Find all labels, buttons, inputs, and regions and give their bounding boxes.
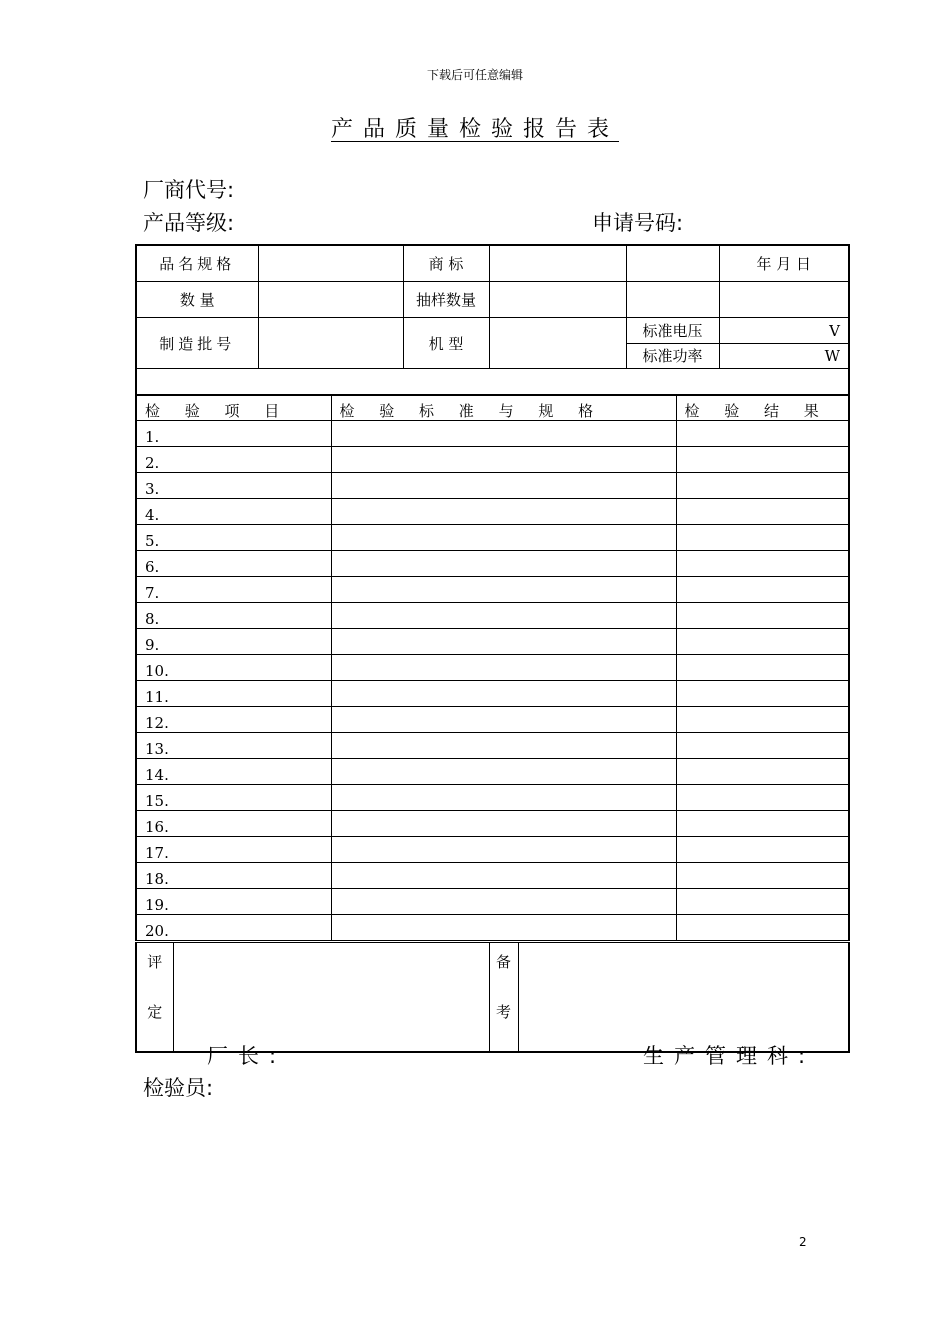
table-row [136, 603, 849, 629]
sample-quantity-label: 抽样数量 [403, 281, 489, 317]
result-cell[interactable] [676, 733, 849, 759]
row-number[interactable]: 14. [136, 759, 331, 785]
standard-cell[interactable] [331, 707, 676, 733]
factory-director-label: 厂长: [207, 1044, 287, 1068]
name-spec-label: 品名规格 [136, 245, 258, 281]
result-cell[interactable] [676, 447, 849, 473]
quantity-label: 数 量 [136, 281, 258, 317]
result-cell[interactable] [676, 681, 849, 707]
row-number[interactable]: 16. [136, 811, 331, 837]
standard-cell[interactable] [331, 811, 676, 837]
standard-cell[interactable] [331, 863, 676, 889]
standard-cell[interactable] [331, 889, 676, 915]
table-row [136, 525, 849, 551]
brand-value[interactable] [489, 245, 626, 281]
result-cell[interactable] [676, 551, 849, 577]
evaluation-label-top: 评 [147, 953, 163, 971]
table-row [136, 863, 849, 889]
standard-cell[interactable] [331, 655, 676, 681]
result-cell[interactable] [676, 499, 849, 525]
table-row [136, 785, 849, 811]
model-value[interactable] [489, 318, 626, 369]
standard-cell[interactable] [331, 837, 676, 863]
standard-cell[interactable] [331, 499, 676, 525]
row-number[interactable]: 1. [136, 421, 331, 447]
inspector-label: 检验员: [143, 1076, 214, 1100]
standard-cell[interactable] [331, 447, 676, 473]
header-note: 下载后可任意编辑 [426, 68, 523, 82]
row-number[interactable]: 6. [136, 551, 331, 577]
result-cell[interactable] [676, 863, 849, 889]
header-standard: 检 验 标 准 与 规 格 [331, 395, 676, 421]
title-text: 产品质量检验报告表 [330, 117, 619, 142]
table-row [136, 915, 849, 941]
table-row [136, 473, 849, 499]
note-label [489, 943, 518, 1053]
table-row [136, 837, 849, 863]
result-cell[interactable] [676, 603, 849, 629]
row-number[interactable]: 8. [136, 603, 331, 629]
standard-cell[interactable] [331, 915, 676, 941]
table-row [136, 551, 849, 577]
note-field[interactable] [518, 943, 849, 1053]
batch-no-label: 制造批号 [136, 318, 258, 369]
table-row [136, 447, 849, 473]
table-row [136, 811, 849, 837]
header-item: 检 验 项 目 [136, 395, 331, 421]
row-number[interactable]: 5. [136, 525, 331, 551]
evaluation-field[interactable] [173, 943, 489, 1053]
page-title [0, 112, 950, 143]
blank-row [136, 369, 849, 395]
blank-cell[interactable] [719, 281, 849, 317]
standard-cell[interactable] [331, 785, 676, 811]
page-number: 2 [799, 1235, 807, 1249]
result-cell[interactable] [676, 889, 849, 915]
result-cell[interactable] [676, 421, 849, 447]
evaluation-label-bottom: 定 [147, 1003, 163, 1021]
result-cell[interactable] [676, 785, 849, 811]
power-unit[interactable]: W [719, 343, 849, 368]
blank-cell[interactable] [626, 281, 719, 317]
table-row [136, 889, 849, 915]
row-number[interactable]: 18. [136, 863, 331, 889]
result-cell[interactable] [676, 811, 849, 837]
row-number[interactable]: 12. [136, 707, 331, 733]
row-number[interactable]: 17. [136, 837, 331, 863]
table-row [136, 421, 849, 447]
remarks-table [135, 942, 850, 1053]
blank-cell[interactable] [626, 245, 719, 281]
voltage-unit[interactable]: V [719, 318, 849, 343]
result-cell[interactable] [676, 655, 849, 681]
row-number[interactable]: 3. [136, 473, 331, 499]
date-label: 年 月 日 [719, 245, 849, 281]
table-row [136, 655, 849, 681]
standard-cell[interactable] [331, 551, 676, 577]
brand-label: 商 标 [403, 245, 489, 281]
row-number[interactable]: 4. [136, 499, 331, 525]
sample-quantity-value[interactable] [489, 281, 626, 317]
result-cell[interactable] [676, 629, 849, 655]
standard-cell[interactable] [331, 421, 676, 447]
production-dept-label: 生产管理科: [643, 1044, 816, 1068]
note-label-top: 备 [495, 953, 511, 971]
row-number[interactable]: 15. [136, 785, 331, 811]
info-table [135, 244, 850, 396]
result-cell[interactable] [676, 577, 849, 603]
standard-cell[interactable] [331, 759, 676, 785]
row-number[interactable]: 2. [136, 447, 331, 473]
result-cell[interactable] [676, 759, 849, 785]
result-cell[interactable] [676, 915, 849, 941]
quantity-value[interactable] [258, 281, 403, 317]
standard-cell[interactable] [331, 629, 676, 655]
std-power-label: 标准功率 [626, 343, 719, 368]
result-cell[interactable] [676, 837, 849, 863]
row-number[interactable]: 19. [136, 889, 331, 915]
batch-no-value[interactable] [258, 318, 403, 369]
result-cell[interactable] [676, 707, 849, 733]
header-result: 检 验 结 果 [676, 395, 849, 421]
table-row [136, 499, 849, 525]
model-label: 机 型 [403, 318, 489, 369]
standard-cell[interactable] [331, 603, 676, 629]
table-row [136, 629, 849, 655]
std-voltage-label: 标准电压 [626, 318, 719, 343]
row-number[interactable]: 10. [136, 655, 331, 681]
table-row [136, 759, 849, 785]
table-row [136, 681, 849, 707]
note-label-bottom: 考 [495, 1003, 511, 1021]
manufacturer-code-label: 厂商代号: [143, 178, 235, 202]
result-cell[interactable] [676, 525, 849, 551]
evaluation-label [136, 943, 173, 1053]
row-number[interactable]: 20. [136, 915, 331, 941]
table-row [136, 707, 849, 733]
row-number[interactable]: 11. [136, 681, 331, 707]
standard-cell[interactable] [331, 525, 676, 551]
result-cell[interactable] [676, 473, 849, 499]
standard-cell[interactable] [331, 733, 676, 759]
standard-cell[interactable] [331, 681, 676, 707]
table-row [136, 733, 849, 759]
table-row [136, 577, 849, 603]
standard-cell[interactable] [331, 577, 676, 603]
product-grade-label: 产品等级: [143, 211, 235, 235]
standard-cell[interactable] [331, 473, 676, 499]
application-no-label: 申请号码: [592, 211, 684, 235]
row-number[interactable]: 13. [136, 733, 331, 759]
inspection-table [135, 394, 850, 941]
row-number[interactable]: 9. [136, 629, 331, 655]
row-number[interactable]: 7. [136, 577, 331, 603]
name-spec-value[interactable] [258, 245, 403, 281]
